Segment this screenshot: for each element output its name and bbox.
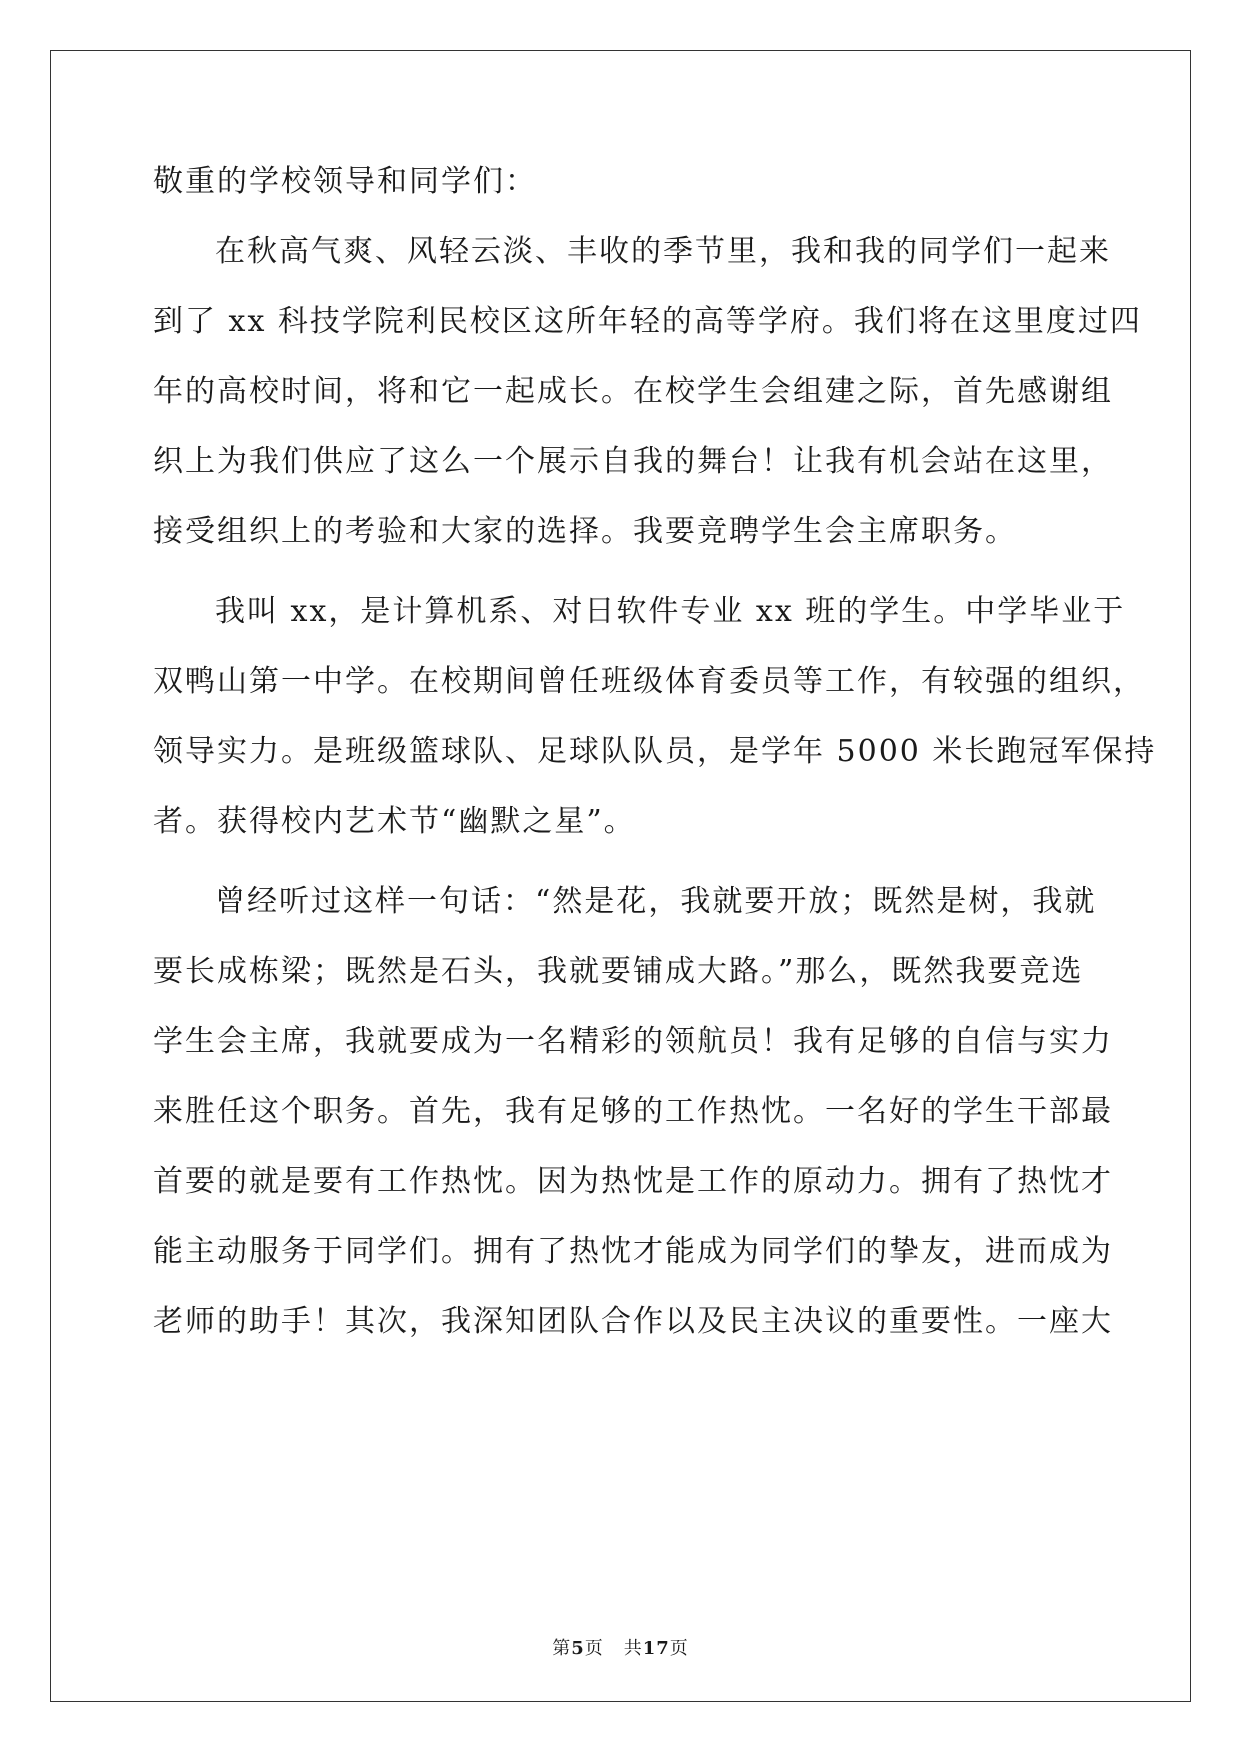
page-prefix: 第 [552,1638,572,1659]
paragraph-line: 首要的就是要有工作热忱。因为热忱是工作的原动力。拥有了热忱才 [153,1164,1113,1199]
paragraph-line: 学生会主席，我就要成为一名精彩的领航员！我有足够的自信与实力 [153,1024,1113,1059]
current-page-number: 5 [571,1638,585,1659]
paragraph-line: 曾经听过这样一句话：“然是花，我就要开放；既然是树，我就 [215,884,1097,919]
total-suffix: 页 [669,1638,689,1659]
paragraph-line: 到了 xx 科技学院利民校区这所年轻的高等学府。我们将在这里度过四 [153,304,1142,339]
paragraph-line: 能主动服务于同学们。拥有了热忱才能成为同学们的挚友，进而成为 [153,1234,1113,1269]
total-page-count: 17 [642,1638,670,1659]
paragraph-line: 者。获得校内艺术节“幽默之星”。 [153,804,636,839]
page-number-footer [0,1634,1241,1660]
page-suffix: 页 [584,1638,604,1659]
paragraph-line: 我叫 xx，是计算机系、对日软件专业 xx 班的学生。中学毕业于 [215,594,1126,629]
total-prefix: 共 [623,1638,643,1659]
page-border [50,50,1191,1702]
paragraph-line: 年的高校时间，将和它一起成长。在校学生会组建之际，首先感谢组 [153,374,1113,409]
salutation-line: 敬重的学校领导和同学们： [153,164,537,199]
paragraph-line: 织上为我们供应了这么一个展示自我的舞台！让我有机会站在这里， [153,444,1113,479]
paragraph-line: 老师的助手！其次，我深知团队合作以及民主决议的重要性。一座大 [153,1304,1113,1339]
paragraph-line: 接受组织上的考验和大家的选择。我要竞聘学生会主席职务。 [153,514,1017,549]
paragraph-line: 双鸭山第一中学。在校期间曾任班级体育委员等工作，有较强的组织， [153,664,1145,699]
paragraph-line: 领导实力。是班级篮球队、足球队队员，是学年 5000 米长跑冠军保持 [153,734,1157,769]
paragraph-line: 要长成栋梁；既然是石头，我就要铺成大路。”那么，既然我要竞选 [153,954,1084,989]
paragraph-line: 在秋高气爽、风轻云淡、丰收的季节里，我和我的同学们一起来 [215,234,1111,269]
paragraph-line: 来胜任这个职务。首先，我有足够的工作热忱。一名好的学生干部最 [153,1094,1113,1129]
